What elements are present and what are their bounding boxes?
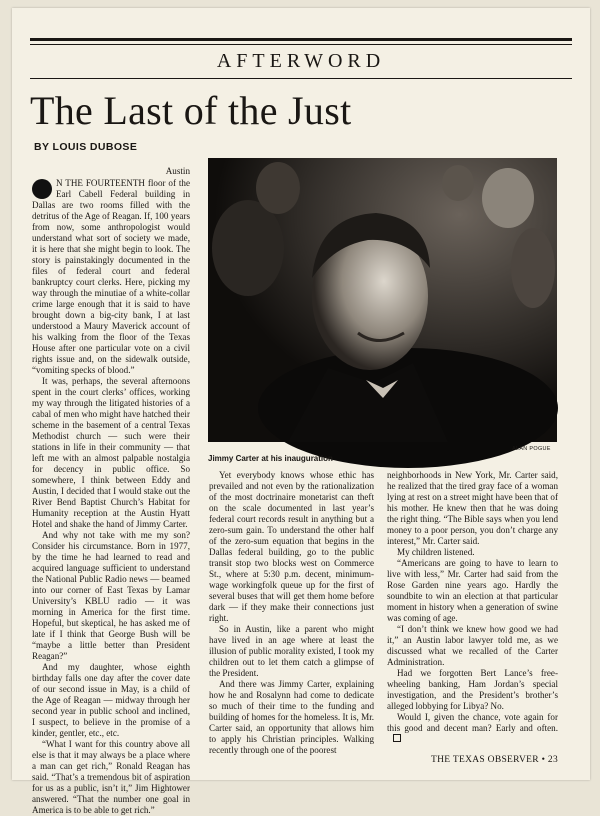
- paragraph: neighborhoods in New York, Mr. Carter said, he realized that the tired gray face of a woman lying at rest on a street might have been that of his mother. He knew then that he was doing the right thing. “The Bible says when you lend money to a poor person, you don’t charge any interest,” Mr. Carter said.: [387, 470, 558, 546]
- heading-rule: [30, 78, 572, 79]
- article-column-1: [32, 166, 190, 815]
- page-footer: THE TEXAS OBSERVER • 23: [431, 755, 558, 765]
- paragraph: “Americans are going to have to learn to live with less,” Mr. Carter had said from the Rose Garden nine years ago. Hardly the soundbite to win an election at that particular moment in history when a generation of swine was coming of age.: [387, 558, 558, 623]
- dateline: Austin: [165, 166, 190, 176]
- photo-credit: ALAN POGUE: [512, 446, 551, 452]
- paragraph: “What I want for this country above all else is that it may always be a place where a man can get rich,” Ronald Reagan has said. “That’s a tremendous bit of aspiration for us as a public, isn’t it,” Jim Hightower answered. “That the number one goal in America is to be able to get rich.”: [32, 739, 190, 815]
- paragraph: Yet everybody knows whose ethic has prevailed and not even by the rationalization of the most doctrinaire monetarist can theft on the scale documented in last year’s federal court records result in anything but a zero-sum gain. To understand the other half of the zero-sum equation that begins in the Dallas federal building, go to the public transit stop two blocks west on Commerce St., where at 5:30 p.m. decent, minimum-wage workingfolk queue up for the first of several buses that will get them home before dark — if they make their connections just right.: [209, 470, 374, 623]
- paragraph: It was, perhaps, the several afternoons spent in the court clerks’ offices, working my way through the litigated histories of a cabal of men who might have hatched their scheme in the basement of a central Texas Methodist church — such were their stations in life in their community — that left me with an almost palpable nostalgia for decency in public office. So somewhere, I think between Eddy and Austin, I decided that I would stake out the River Bend Baptist Church’s Habitat for Humanity reception at the Austin Hyatt Hotel and shake the hand of Jimmy Carter.: [32, 376, 190, 529]
- end-mark-icon: [393, 734, 401, 742]
- carter-photo: [208, 158, 557, 442]
- paragraph: Had we forgotten Bert Lance’s free-wheeling banking, Ham Jordan’s special investigation, and the President’s brother’s alleged lobbying for Libya? No.: [387, 668, 558, 711]
- paragraph: My children listened.: [397, 547, 475, 557]
- paragraph: Would I, given the chance, vote again for this good and decent man? Early and often.: [387, 712, 558, 745]
- top-rule-thick: [30, 38, 572, 41]
- photo-caption: Jimmy Carter at his inauguration: [208, 454, 333, 463]
- byline: BY LOUIS DUBOSE: [34, 141, 138, 153]
- article-title: The Last of the Just: [30, 88, 352, 133]
- section-heading: AFTERWORD: [216, 50, 386, 72]
- drop-cap: [32, 179, 52, 199]
- top-rule-thin: [30, 44, 572, 45]
- paragraph: So in Austin, like a parent who might have lived in an age where at least the illusion of public morality existed, I took my children out to let them catch a glimpse of the President.: [209, 624, 374, 678]
- article-column-2: [209, 470, 374, 755]
- paragraph: And my daughter, whose eighth birthday falls one day after the cover date of our second issue in May, is a child of the Age of Reagan — midway through her second year in public school and inclined, I suspect, to believe in the promise of a kinder, gentler, etc., etc.: [32, 662, 190, 738]
- paragraph: And why not take with me my son? Consider his circumstance. Born in 1977, by the time he had learned to read and acquired language sufficient to understand the National Public Radio news — beamed into our corner of East Texas by Lamar University’s KBLU radio — it was morning in America for the first time. Hopeful, but skeptical, he has asked me of late if I think that George Bush will be “maybe a little better than President Reagan?”: [32, 530, 190, 661]
- paragraph: N THE FOURTEENTH floor of the Earl Cabell Federal building in Dallas are two rooms filled with the detritus of the Age of Reagan. If, 100 years from now, some anthropologist would understand what sort of society we made, it is here that she might begin to look. The story is painstakingly documented in the files of federal court and federal bankruptcy court clerks. Here, picking my way through the minutiae of a white-collar crime large enough that it is said to have brought down a big-city bank, I at last understood a Maury Maverick account of his walking from the floor of the Texas House after one particular vote on a civil rights issue and, on the sidewalk outside, “vomiting specks of blood.”: [32, 178, 190, 375]
- article-column-3: [387, 470, 558, 750]
- paragraph: “I don’t think we knew how good we had it,” an Austin labor lawyer told me, as we discussed what we recalled of the Carter Administration.: [387, 624, 558, 667]
- magazine-page: [12, 8, 590, 815]
- paragraph: And there was Jimmy Carter, explaining how he and Rosalynn had come to dedicate so much of their time to the funding and building of homes for the homeless. It is, Mr. Carter said, an opportunity that allows him to apply his Christian principles. Walking recently through one of the poorest: [209, 679, 374, 755]
